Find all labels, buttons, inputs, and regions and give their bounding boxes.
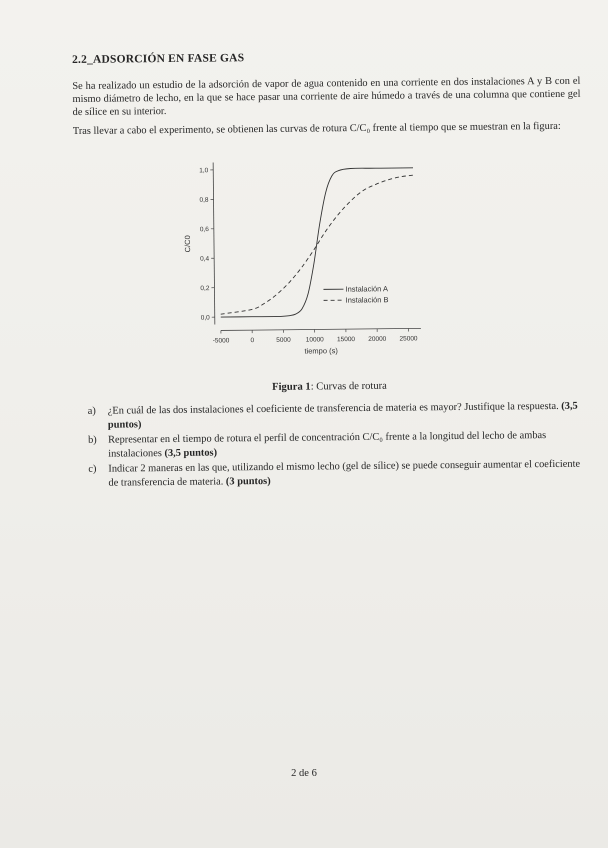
y-tick-label: 0,8 (199, 196, 209, 204)
x-axis-label: tiempo (s) (304, 346, 338, 356)
x-tick-label: 25000 (399, 335, 418, 343)
x-tick-label: -5000 (212, 337, 230, 345)
y-axis-label: C/C0 (182, 235, 193, 253)
question-letter: c) (88, 463, 97, 475)
figure-caption-label: Figura 1 (272, 381, 311, 393)
question-points: (3,5 puntos) (107, 400, 578, 431)
question-text: ¿En cuál de las dos instalaciones el coeficiente de transferencia de materia es mayor? Justifique la respuesta. (107, 400, 559, 417)
y-tick-label: 0,6 (199, 226, 209, 234)
y-tick-label: 0,4 (200, 255, 210, 263)
question-points: (3 puntos) (225, 475, 271, 487)
y-tick-label: 0,2 (200, 285, 210, 293)
intro-paragraph: Se ha realizado un estudio de la adsorción de vapor de agua contenido en una corriente en dos instalaciones A y B con el mismo diámetro de lecho, en la que se hace pasar una corriente de aire húmedo a través de una columna que contiene gel de sílice en su interior. (72, 75, 581, 118)
x-tick-label: 5000 (276, 336, 291, 344)
page-content (72, 49, 585, 492)
question-list (76, 400, 585, 490)
figure-caption-text: : Curvas de rotura (310, 380, 387, 393)
legend-label: Instalación A (345, 284, 389, 294)
breakthrough-figure (73, 145, 583, 380)
x-tick-label: 20000 (368, 335, 387, 343)
question-text: Indicar 2 maneras en las que, utilizando el mismo lecho (gel de sílice) se puede conseguir aumentar el coeficiente de transferencia de materia. (108, 458, 581, 489)
x-axis-line (221, 328, 421, 330)
chart-legend (323, 284, 388, 305)
question-a (76, 400, 584, 432)
question-text: Representar en el tiempo de rotura el perfil de concentración C/C₀ frente a la longitud del lecho de ambas instalaciones (107, 430, 547, 460)
question-letter: b) (87, 434, 97, 446)
question-points: (3,5 puntos) (164, 447, 218, 459)
y-tick-label: 1,0 (199, 167, 209, 175)
breakthrough-chart (169, 146, 431, 373)
x-tick-label: 0 (250, 337, 255, 345)
question-b (76, 429, 584, 461)
legend-label: Instalación B (345, 295, 389, 305)
page-number: 2 de 6 (291, 768, 317, 779)
x-tick-label: 10000 (305, 336, 324, 344)
question-c (76, 458, 584, 490)
x-tick-label: 15000 (336, 336, 356, 344)
question-letter: a) (87, 405, 96, 417)
y-tick-label: 0,0 (200, 314, 210, 322)
figure-intro-paragraph: Tras llevar a cabo el experimento, se obtienen las curvas de rotura C/C₀ frente al tiempo que se muestran en la figura: (72, 120, 561, 137)
y-axis-line (213, 163, 215, 325)
chart-ticks (199, 165, 418, 345)
figure-caption (75, 379, 583, 395)
section-title: 2.2_ADSORCIÓN EN FASE GAS (72, 52, 245, 66)
chart-axes (182, 160, 421, 356)
